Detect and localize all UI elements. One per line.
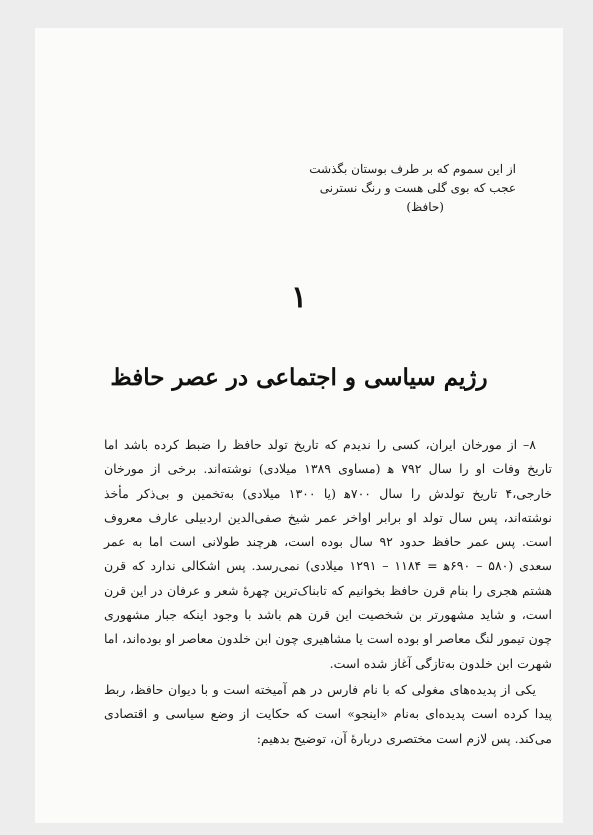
epigraph-line-2: عجب که بوی گلی هست و رنگ نسترنی	[319, 181, 516, 195]
epigraph	[216, 160, 516, 217]
paragraph: یکی از پدیده‌های مغولی که با نام فارس در هم آمیخته است و با دیوان حافظ، ربط پیدا کرده است پدیده‌ای به‌نام «اینجو» است که حکایت از وضع سیاسی و اقتصادی می‌کند. پس لازم است مختصری دربارهٔ آن، توضیح بدهیم:	[104, 681, 552, 746]
paragraph: ۸– از مورخان ایران، کسی را ندیدم که تاریخ تولد حافظ را ضبط کرده باشد اما تاریخ وفات او را سال ۷۹۲ ﻫ (مساوی ۱۳۸۹ میلادی) نوشته‌اند. برخی از مورخان خارجی،۴ تاریخ تولدش را سال ۷۰۰ﻫ (یا ۱۳۰۰ میلادی) به‌تخمین و بی‌ذکر مأخذ نوشته‌اند، پس سال تولد او برابر اواخر عمر شیخ صفی‌الدین اردبیلی عارف معروف است. پس عمر حافظ حدود ۹۲ سال بوده است، هرچند طولانی است اما به عمر سعدی (۵۸۰ – ۶۹۰ﻫ = ۱۱۸۴ – ۱۲۹۱ میلادی) نمی‌رسد. پس اشکالی ندارد که قرن هشتم هجری را بنام قرن حافظ بخوانیم که تابناک‌ترین چهرهٔ شعر و عرفان در این قرن است، و شاید مشهورتر بن شخصیت این قرن هم باشد با وجود اینکه جبار مشهوری چون تیمور لنگ معاصر او بوده است یا مشاهیری چون ابن خلدون معاصر او بوده‌اند، اما شهرت ابن خلدون به‌تازگی آغاز شده است.	[104, 437, 553, 671]
chapter-title: رژیم سیاسی و اجتماعی در عصر حافظ	[110, 364, 488, 391]
chapter-number: ۱	[290, 280, 308, 315]
body-text	[104, 433, 552, 751]
epigraph-line-1: از این سموم که بر طرف بوستان بگذشت	[309, 162, 516, 176]
book-page	[35, 28, 563, 823]
epigraph-poet: (حافظ)	[406, 200, 444, 214]
